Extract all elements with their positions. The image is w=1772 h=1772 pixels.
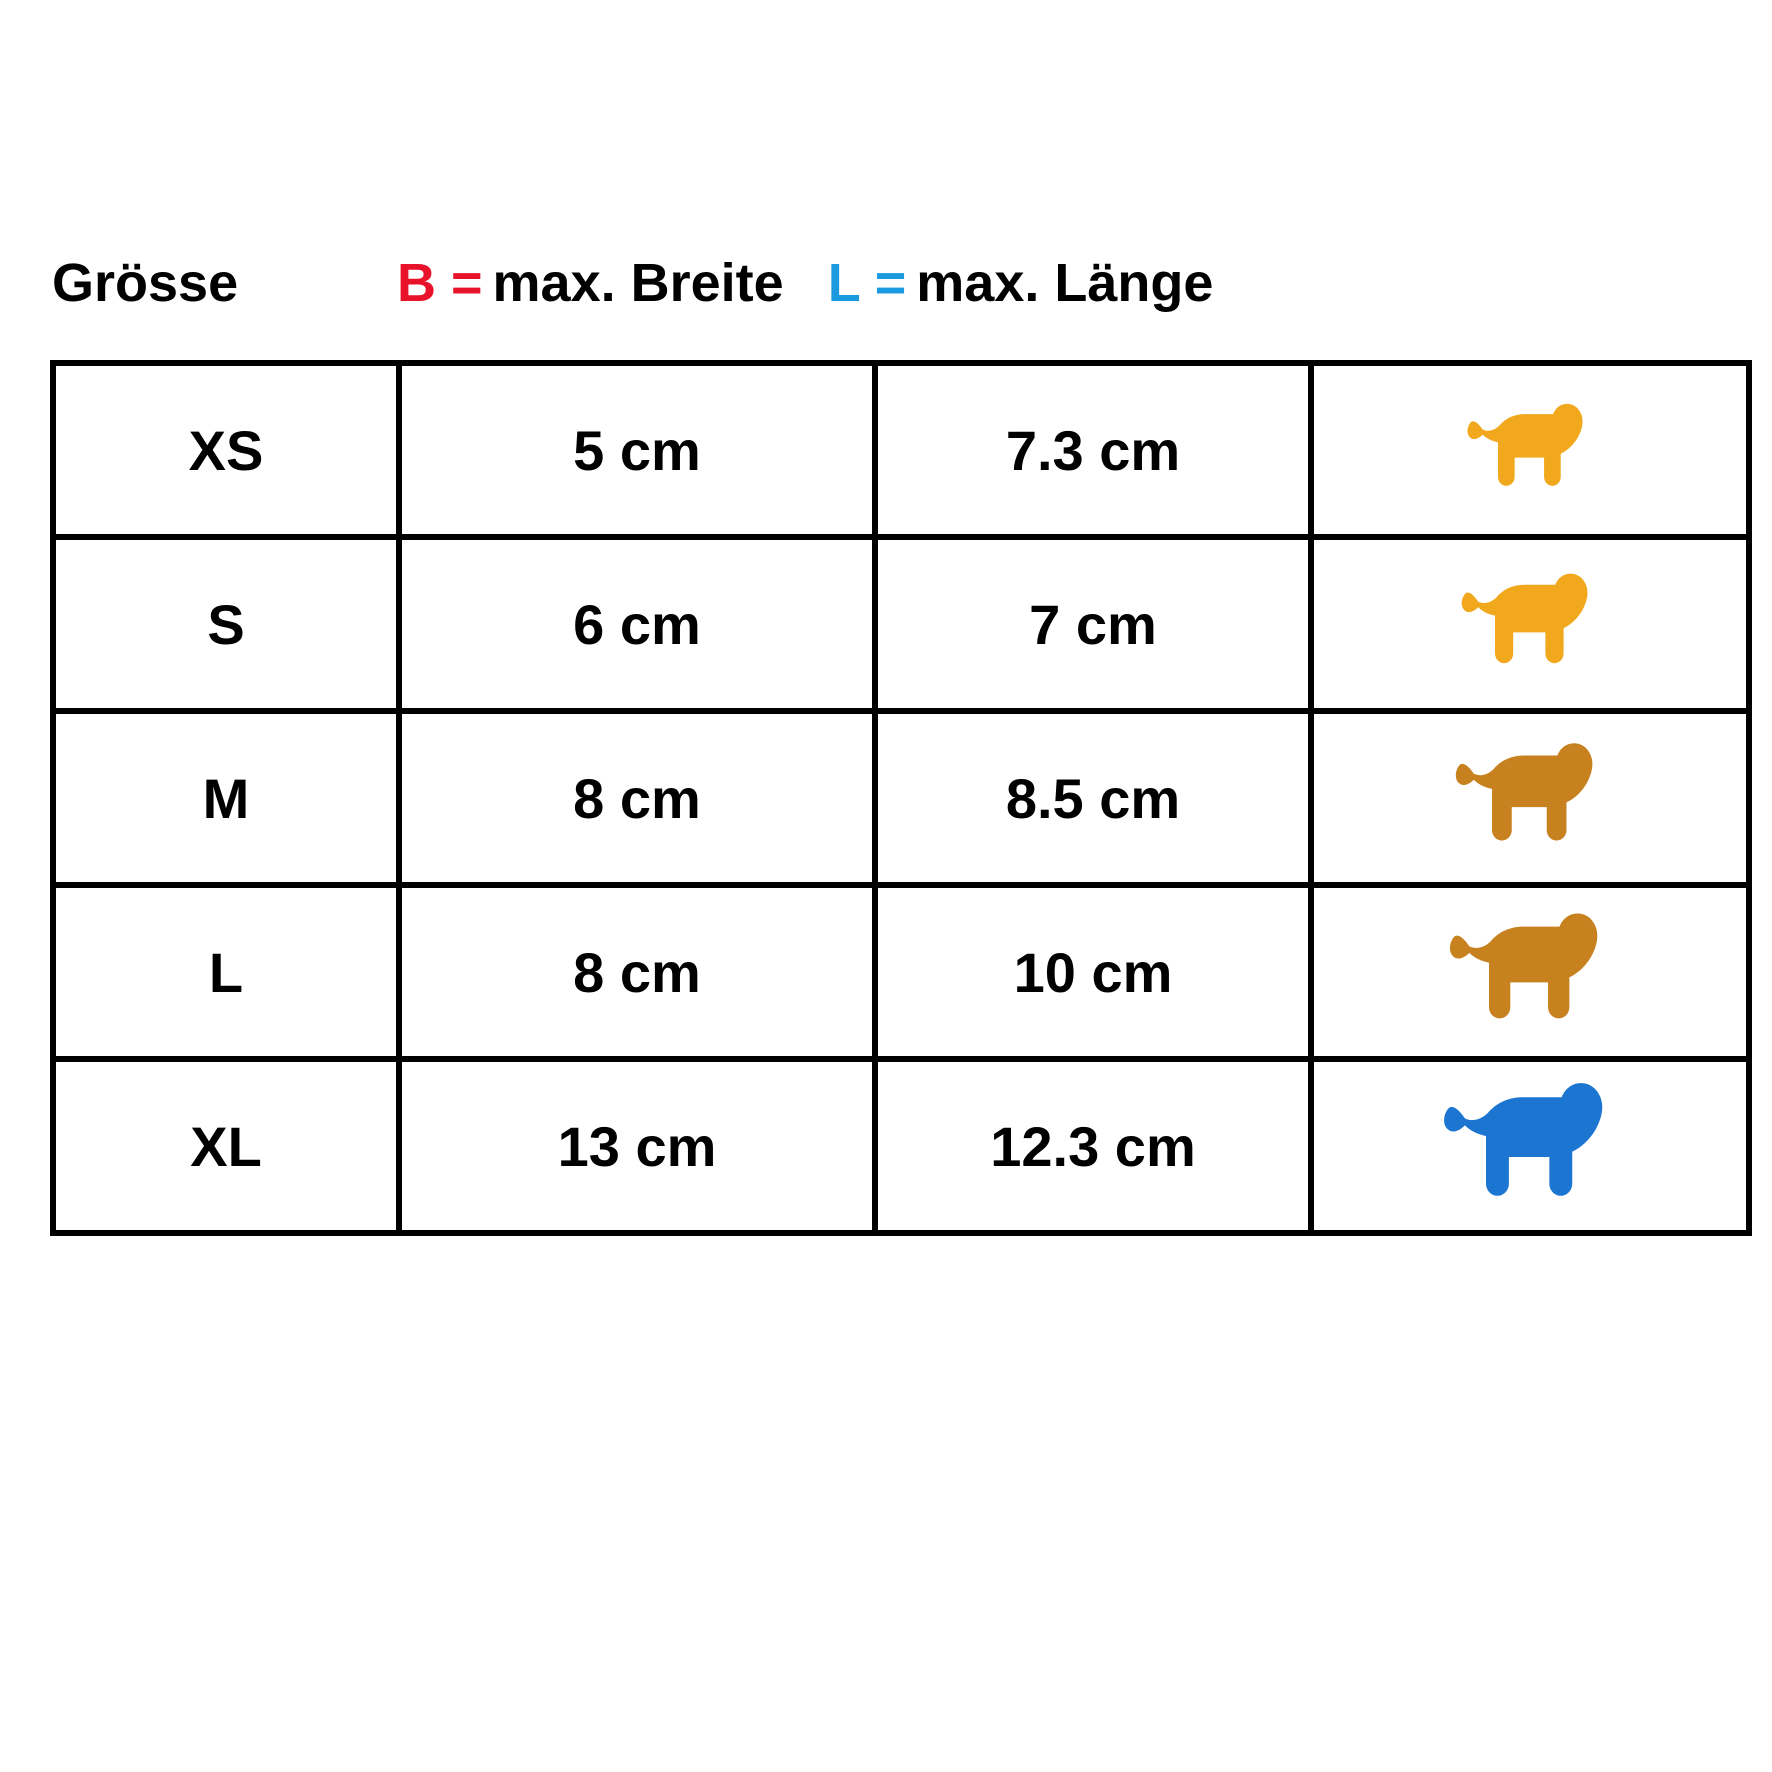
- dog-silhouette-icon: [1454, 736, 1606, 860]
- dog-icon-m: [1314, 714, 1746, 882]
- cell-dog: [1311, 363, 1749, 537]
- cell-breite: 8 cm: [399, 711, 875, 885]
- dog-icon-l: [1314, 888, 1746, 1056]
- table-row: [53, 363, 1749, 537]
- table-row: [53, 711, 1749, 885]
- legend-b-key: B =: [397, 253, 483, 313]
- cell-breite: 6 cm: [399, 537, 875, 711]
- cell-laenge: 7.3 cm: [875, 363, 1311, 537]
- legend: [52, 252, 1213, 314]
- cell-size: XS: [53, 363, 399, 537]
- cell-dog: [1311, 537, 1749, 711]
- table-row: [53, 1059, 1749, 1233]
- size-table-body: [53, 363, 1749, 1233]
- legend-l-key: L =: [827, 253, 907, 313]
- cell-size: L: [53, 885, 399, 1059]
- cell-breite: 13 cm: [399, 1059, 875, 1233]
- dog-silhouette-icon: [1466, 398, 1594, 502]
- dog-silhouette-icon: [1448, 906, 1612, 1039]
- cell-dog: [1311, 885, 1749, 1059]
- legend-size-label: Grösse: [52, 253, 239, 313]
- dog-silhouette-icon: [1442, 1075, 1618, 1218]
- dog-icon-xl: [1314, 1062, 1746, 1230]
- cell-size: M: [53, 711, 399, 885]
- cell-breite: 8 cm: [399, 885, 875, 1059]
- cell-laenge: 7 cm: [875, 537, 1311, 711]
- cell-size: XL: [53, 1059, 399, 1233]
- cell-laenge: 10 cm: [875, 885, 1311, 1059]
- table-row: [53, 885, 1749, 1059]
- cell-size: S: [53, 537, 399, 711]
- size-table: [50, 360, 1752, 1236]
- legend-b-text: max. Breite: [492, 253, 784, 313]
- cell-laenge: 12.3 cm: [875, 1059, 1311, 1233]
- cell-breite: 5 cm: [399, 363, 875, 537]
- cell-dog: [1311, 711, 1749, 885]
- dog-icon-xs: [1314, 366, 1746, 534]
- table-row: [53, 537, 1749, 711]
- dog-icon-s: [1314, 540, 1746, 708]
- dog-silhouette-icon: [1460, 567, 1600, 681]
- legend-l-text: max. Länge: [916, 253, 1214, 313]
- cell-laenge: 8.5 cm: [875, 711, 1311, 885]
- cell-dog: [1311, 1059, 1749, 1233]
